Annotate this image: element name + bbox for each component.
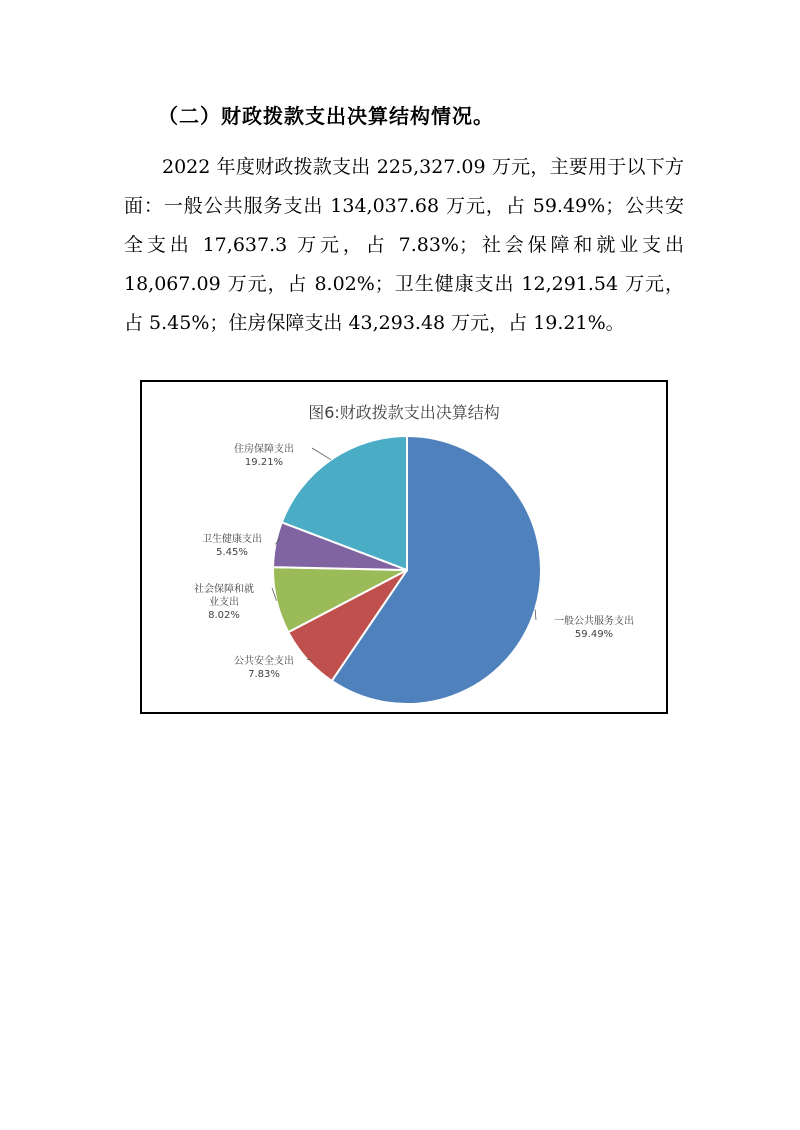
- slice-label-2: 社会保障和就业支出 8.02%: [194, 584, 254, 621]
- slice-label-3: 卫生健康支出 5.45%: [202, 534, 262, 558]
- leader-line-4: [312, 448, 331, 460]
- section-heading: （二）财政拨款支出决算结构情况。: [158, 104, 494, 128]
- slice-label-4: 住房保障支出 19.21%: [234, 444, 294, 468]
- pie-chart: [142, 382, 666, 712]
- body-paragraph: 2022 年度财政拨款支出 225,327.09 万元，主要用于以下方面：一般公共服务支出 134,037.68 万元，占 59.49%；公共安全支出 17,637.3 万元，占 7.83%；社会保障和就业支出 18,067.09 万元，占 8.02%；卫生健康支出 12,291.54 万元，占 5.45%；住房保障支出 43,293.48 万元，占 19.21%。: [124, 156, 684, 334]
- pie-chart-frame: [140, 380, 668, 714]
- leader-line-0: [535, 609, 536, 620]
- slice-label-1: 公共安全支出 7.83%: [234, 656, 294, 680]
- slice-label-0: 一般公共服务支出 59.49%: [554, 616, 634, 640]
- chart-title: 图6:财政拨款支出决算结构: [308, 403, 500, 422]
